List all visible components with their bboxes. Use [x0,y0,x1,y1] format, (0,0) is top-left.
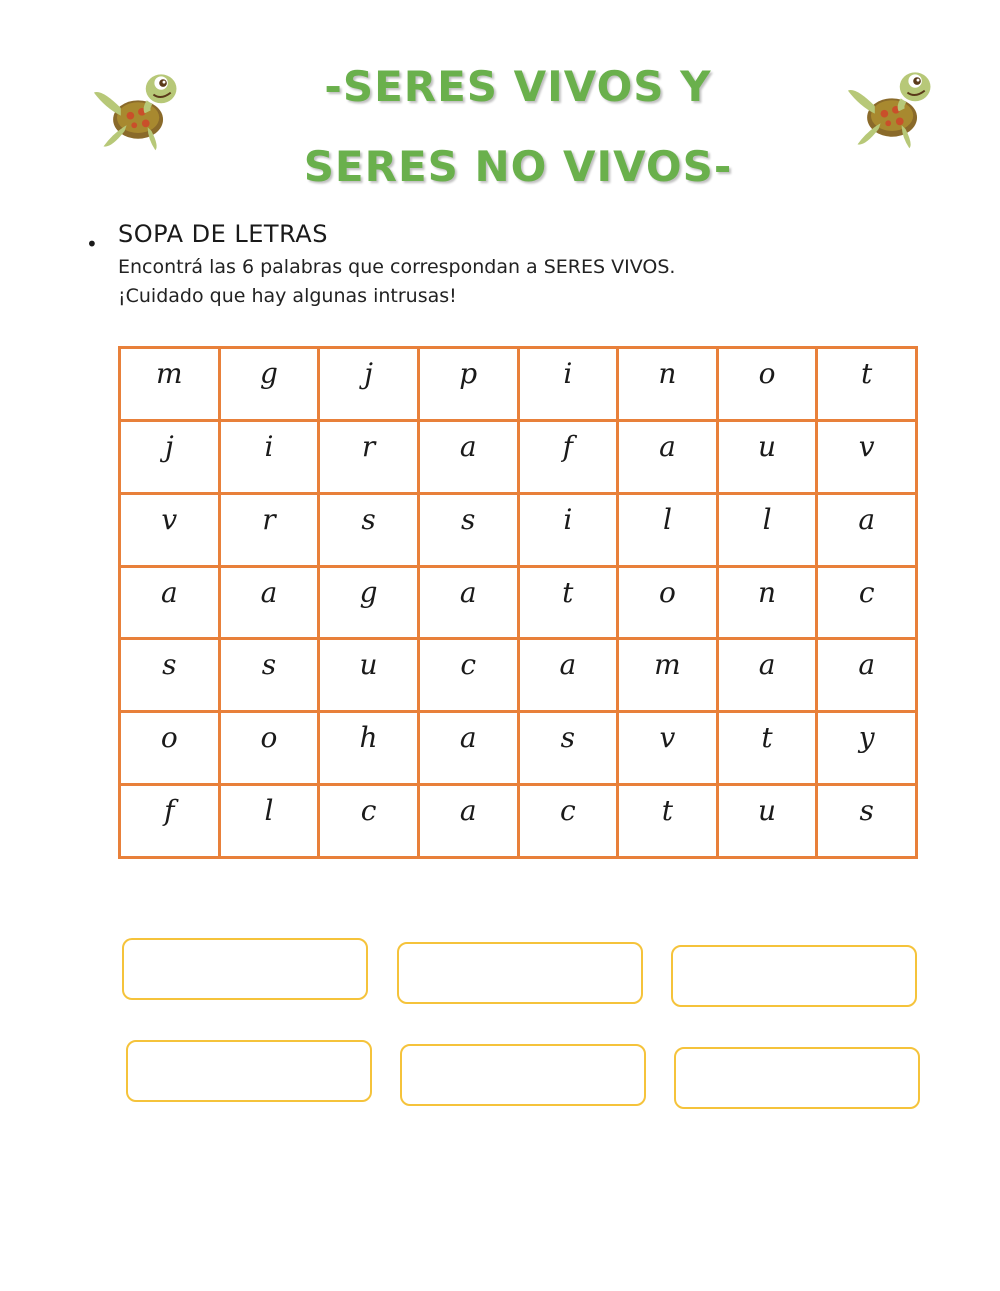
grid-cell[interactable]: f [120,785,220,858]
grid-cell[interactable]: m [618,639,718,712]
grid-cell[interactable]: i [219,420,319,493]
grid-cell[interactable]: s [120,639,220,712]
grid-cell[interactable]: c [817,566,917,639]
answer-box[interactable] [671,945,917,1007]
grid-cell[interactable]: s [518,712,618,785]
grid-cell[interactable]: t [817,348,917,421]
grid-cell[interactable]: a [817,639,917,712]
grid-cell[interactable]: f [518,420,618,493]
grid-cell[interactable]: s [817,785,917,858]
grid-cell[interactable]: j [120,420,220,493]
grid-cell[interactable]: v [817,420,917,493]
answer-box[interactable] [126,1040,372,1102]
grid-cell[interactable]: a [817,493,917,566]
grid-cell[interactable]: a [618,420,718,493]
page-title-line-1: -SERES VIVOS Y [324,62,712,111]
grid-cell[interactable]: p [418,348,518,421]
answer-box[interactable] [674,1047,920,1109]
grid-cell[interactable]: a [418,420,518,493]
grid-cell[interactable]: a [518,639,618,712]
grid-cell[interactable]: a [717,639,817,712]
grid-cell[interactable]: c [518,785,618,858]
grid-cell[interactable]: c [319,785,419,858]
grid-cell[interactable]: u [319,639,419,712]
grid-cell[interactable]: o [120,712,220,785]
grid-row [120,712,917,785]
grid-row [120,348,917,421]
grid-cell[interactable]: i [518,348,618,421]
grid-cell[interactable]: o [618,566,718,639]
grid-cell[interactable]: r [319,420,419,493]
grid-row [120,639,917,712]
grid-cell[interactable]: a [418,712,518,785]
grid-cell[interactable]: m [120,348,220,421]
grid-cell[interactable]: a [418,566,518,639]
grid-cell[interactable]: i [518,493,618,566]
instruction-text: Encontrá las 6 palabras que correspondan a SERES VIVOS. [118,256,676,278]
grid-cell[interactable]: v [618,712,718,785]
grid-cell[interactable]: g [319,566,419,639]
answer-box[interactable] [122,938,368,1000]
grid-row [120,785,917,858]
grid-cell[interactable]: t [518,566,618,639]
grid-cell[interactable]: l [219,785,319,858]
grid-cell[interactable]: u [717,785,817,858]
grid-cell[interactable]: h [319,712,419,785]
grid-cell[interactable]: a [120,566,220,639]
grid-cell[interactable]: s [418,493,518,566]
grid-cell[interactable]: n [717,566,817,639]
grid-row [120,493,917,566]
answer-box[interactable] [397,942,643,1004]
grid-cell[interactable]: c [418,639,518,712]
grid-cell[interactable]: o [219,712,319,785]
grid-cell[interactable]: u [717,420,817,493]
grid-cell[interactable]: n [618,348,718,421]
grid-cell[interactable]: t [618,785,718,858]
grid-row [120,420,917,493]
word-search-grid [118,346,918,859]
grid-cell[interactable]: a [418,785,518,858]
section-heading: SOPA DE LETRAS [118,220,328,248]
grid-cell[interactable]: g [219,348,319,421]
page-title-line-2: SERES NO VIVOS- [303,142,733,191]
grid-cell[interactable]: v [120,493,220,566]
grid-cell[interactable]: l [618,493,718,566]
answer-box[interactable] [400,1044,646,1106]
grid-cell[interactable]: y [817,712,917,785]
warning-text: ¡Cuidado que hay algunas intrusas! [118,285,457,307]
grid-cell[interactable]: s [219,639,319,712]
grid-cell[interactable]: j [319,348,419,421]
bullet-marker: • [86,232,98,256]
grid-cell[interactable]: r [219,493,319,566]
grid-cell[interactable]: o [717,348,817,421]
grid-cell[interactable]: s [319,493,419,566]
grid-cell[interactable]: l [717,493,817,566]
grid-row [120,566,917,639]
grid-cell[interactable]: a [219,566,319,639]
grid-cell[interactable]: t [717,712,817,785]
